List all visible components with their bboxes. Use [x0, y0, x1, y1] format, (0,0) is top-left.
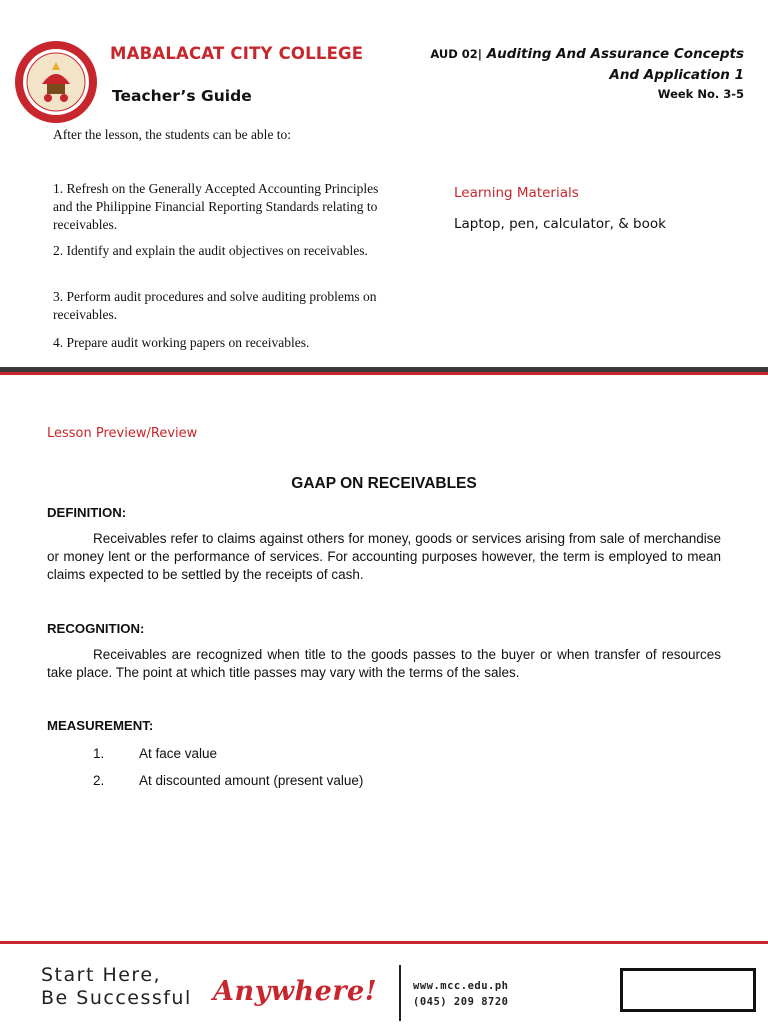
- course-title-block: [430, 44, 744, 86]
- measurement-heading: MEASUREMENT:: [47, 718, 154, 733]
- objective-item-2: 2. Identify and explain the audit objectives on receivables.: [53, 243, 368, 258]
- lesson-title: GAAP ON RECEIVABLES: [291, 475, 477, 492]
- learning-materials-heading: Learning Materials: [454, 185, 579, 201]
- college-seal-logo: [14, 40, 98, 124]
- footer-phone: (045) 209 8720: [413, 996, 509, 1008]
- footer-slogan-line1: Start Here,: [41, 964, 162, 986]
- week-label: Week No. 3-5: [657, 87, 744, 101]
- measurement-item-2-text: At discounted amount (present value): [139, 773, 364, 788]
- objective-item-3: 3. Perform audit procedures and solve auditing problems on receivables.: [53, 289, 377, 322]
- lesson-preview-label: Lesson Preview/Review: [47, 426, 198, 441]
- footer-divider: [0, 941, 768, 944]
- course-title-line2: And Application 1: [609, 67, 744, 83]
- definition-heading: DEFINITION:: [47, 505, 127, 520]
- footer-page-box: [620, 968, 756, 1012]
- course-title-line1: [430, 44, 744, 65]
- footer-slogan-emphasis: Anywhere!: [213, 976, 378, 1007]
- objective-item-1: 1. Refresh on the Generally Accepted Accounting Principles and the Philippine Financial Reporting Standards relating to receivables.: [53, 181, 379, 232]
- footer-vertical-divider: [399, 965, 401, 1021]
- objective-item-4: 4. Prepare audit working papers on receivables.: [53, 335, 310, 350]
- recognition-heading: RECOGNITION:: [47, 621, 145, 636]
- recognition-text: Receivables are recognized when title to the goods passes to the buyer or when transfer of resources take place. The point at which title passes may vary with the terms of the sales.: [47, 647, 721, 680]
- guide-title: Teacher’s Guide: [112, 87, 252, 105]
- college-name: MABALACAT CITY COLLEGE: [110, 44, 364, 63]
- footer-slogan-line2: Be Successful: [41, 987, 192, 1009]
- objectives-intro: After the lesson, the students can be able to:: [53, 127, 292, 142]
- course-title: Auditing And Assurance Concepts: [486, 46, 744, 62]
- course-code: AUD 02|: [430, 47, 482, 61]
- learning-materials-text: Laptop, pen, calculator, & book: [454, 216, 666, 232]
- measurement-item-1-text: At face value: [139, 746, 218, 761]
- section-divider-red: [0, 372, 768, 375]
- footer-website: www.mcc.edu.ph: [413, 980, 509, 992]
- measurement-item-2-number: 2.: [93, 773, 105, 788]
- measurement-item-1-number: 1.: [93, 746, 105, 761]
- definition-text: Receivables refer to claims against others for money, goods or services arising from sale of merchandise or money lent or the performance of services. For accounting purposes however, the term is employed to mean claims expected to be settled by the receipts of cash.: [47, 531, 721, 582]
